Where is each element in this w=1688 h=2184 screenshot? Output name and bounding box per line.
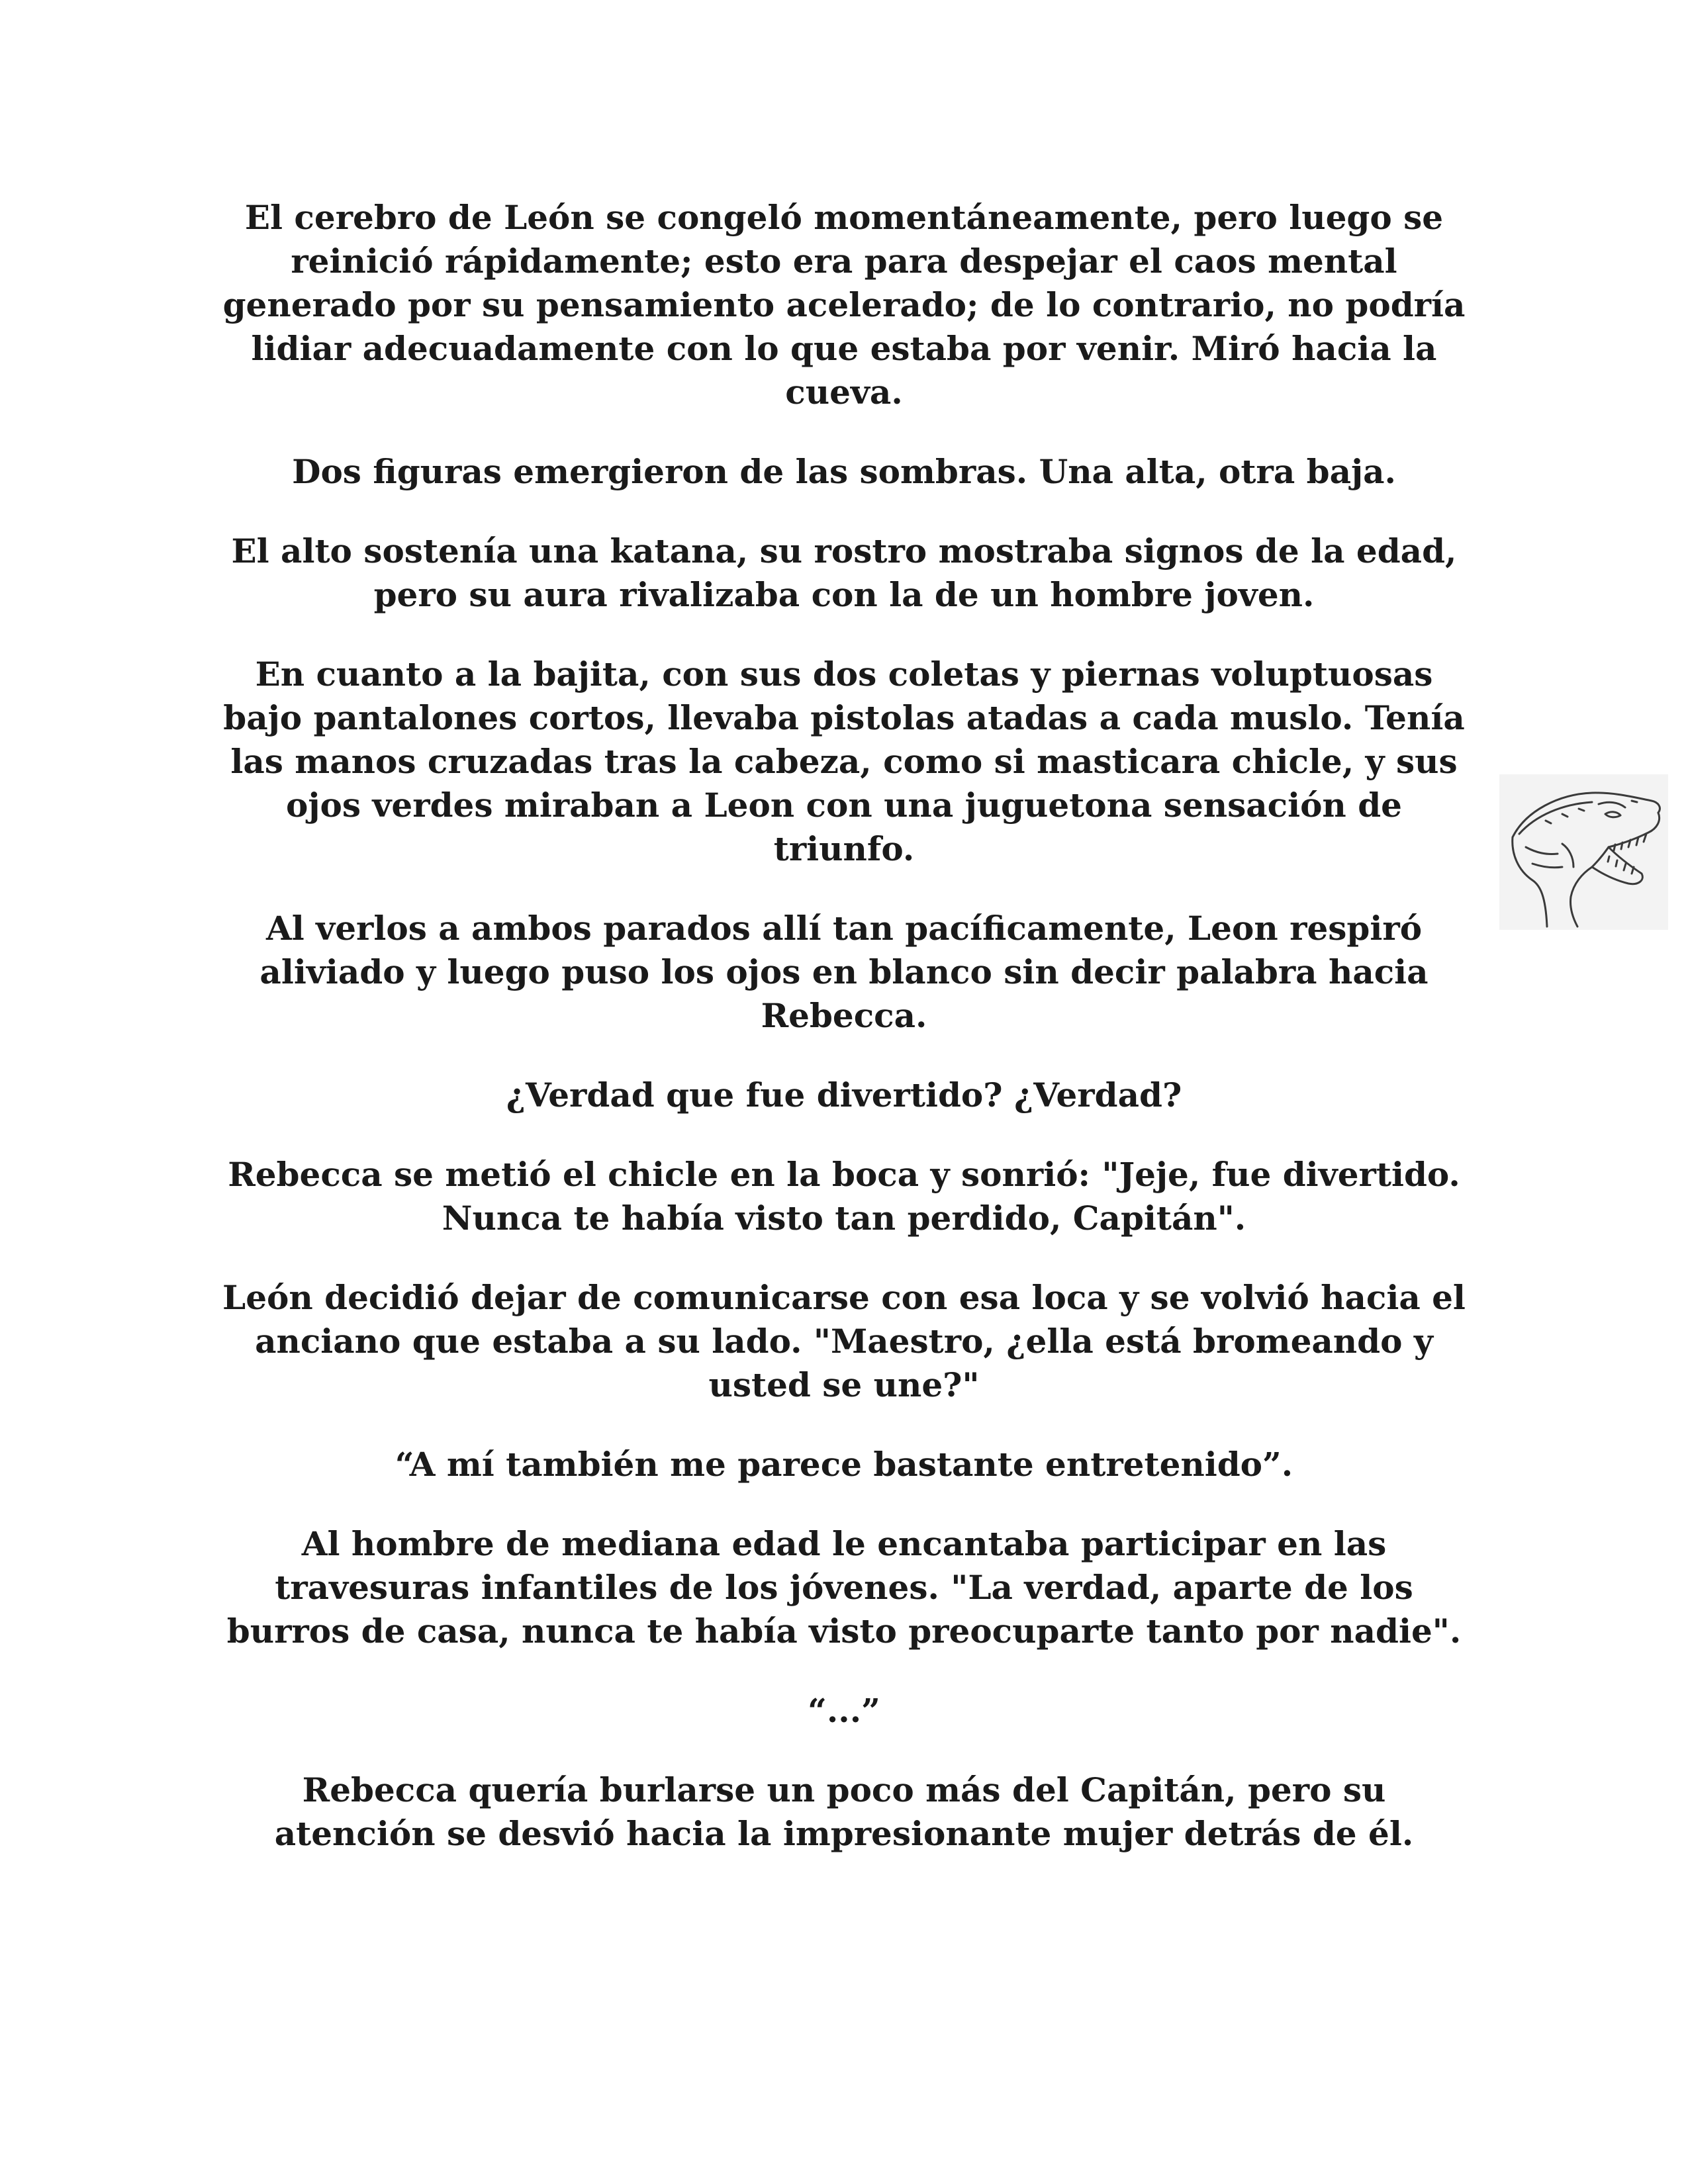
dinosaur-head-sketch-icon [1499,774,1668,930]
paragraph-9: “A mí también me parece bastante entretenido”. [395,1445,1293,1484]
story-text [218,196,1470,1891]
paragraph-1: El cerebro de León se congeló momentáneamente, pero luego se reinició rápidamente; esto era para despejar el caos mental generado por su pensamiento acelerado; de lo contrario, no podría lidiar adecuadamente con lo que estaba por venir. Miró hacia la cueva. [222,198,1466,412]
paragraph-2: Dos figuras emergieron de las sombras. Una alta, otra baja. [292,452,1396,491]
paragraph-10: Al hombre de mediana edad le encantaba participar en las travesuras infantiles de los jóvenes. "La verdad, aparte de los burros de casa, nunca te había visto preocuparte tanto por nadie". [226,1524,1462,1651]
paragraph-12: Rebecca quería burlarse un poco más del Capitán, pero su atención se desvió hacia la impresionante mujer detrás de él. [274,1770,1414,1853]
paragraph-8: León decidió dejar de comunicarse con esa loca y se volvió hacia el anciano que estaba a su lado. "Maestro, ¿ella está bromeando y usted se une?" [222,1278,1466,1404]
paragraph-4: En cuanto a la bajita, con sus dos coletas y piernas voluptuosas bajo pantalones cortos, llevaba pistolas atadas a cada muslo. Tenía las manos cruzadas tras la cabeza, como si masticara chicle, y sus ojos verdes miraban a Leon con una juguetona sensación de triunfo. [223,655,1465,868]
paragraph-11: “...” [808,1691,880,1730]
paragraph-5: Al verlos a ambos parados allí tan pacíficamente, Leon respiró aliviado y luego puso los ojos en blanco sin decir palabra hacia Rebecca. [259,909,1429,1035]
paragraph-6: ¿Verdad que fue divertido? ¿Verdad? [506,1075,1182,1115]
paragraph-3: El alto sostenía una katana, su rostro mostraba signos de la edad, pero su aura rivalizaba con la de un hombre joven. [231,531,1457,614]
paragraph-7: Rebecca se metió el chicle en la boca y sonrió: "Jeje, fue divertido. Nunca te había visto tan perdido, Capitán". [228,1155,1460,1238]
